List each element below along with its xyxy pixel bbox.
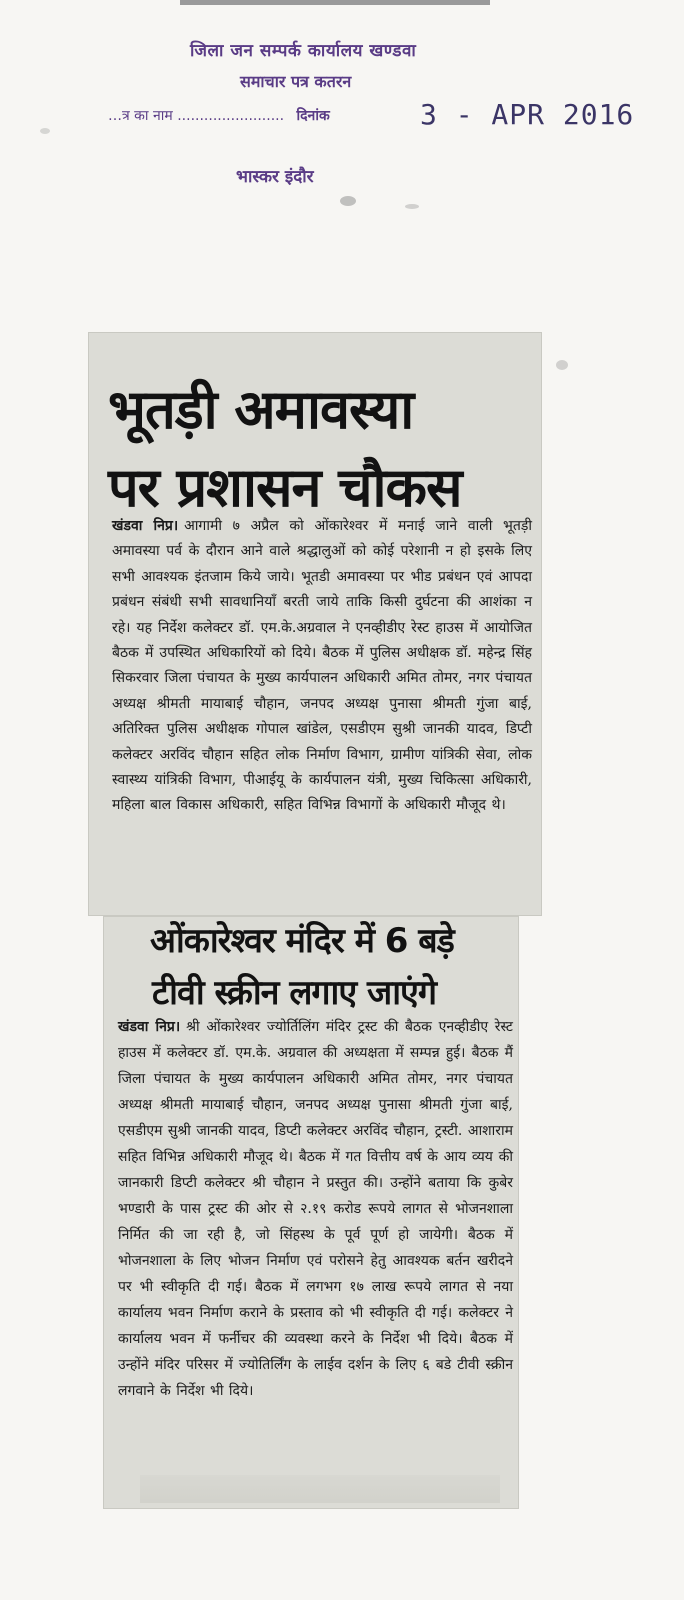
- article2-headline-line2: टीवी स्क्रीन लगाए जाएंगे: [152, 973, 436, 1013]
- stamp-office: जिला जन सम्पर्क कार्यालय खण्डवा: [190, 41, 417, 61]
- stamp-paper-name-label: …त्र का नाम: [108, 108, 173, 124]
- article2-body-text: श्री ओंकारेश्वर ज्योर्तिलिंग मंदिर ट्रस्ट की बैठक एनव्हीडीए रेस्ट हाउस में कलेक्टर डॉ. एम.के. अग्रवाल की अध्यक्षता में सम्पन्न हुई। बैठक मैं जिला पंचायत के मुख्य कार्यपालन अधिकारी अमित तोमर, नगर पंचायत अध्यक्ष श्रीमती मायाबाई चौहान, जनपद अध्यक्ष पुनासा श्रीमती गुंजा बाई, एसडीएम सुश्री जानकी यादव, डिप्टी कलेक्टर अरविंद चौहान, ट्रस्टी. आशाराम सहित विभिन्न अधिकारी मौजूद थे। बैठक में गत वित्तीय वर्ष के आय व्यय की जानकारी डिप्टी कलेक्टर श्री चौहान ने प्रस्तुत की। उन्होंने बताया कि कुबेर भण्डारी के पास ट्रस्ट की ओर से २.१९ करोड रूपये लागत से भोजनशाला निर्मित की जा रही है, जो सिंहस्थ के पूर्व पूर्ण हो जायेगी। बैठक में भोजनशाला के लिए भोजन निर्माण एवं परोसने हेतु आवश्यक बर्तन खरीदने पर भी स्वीकृति दी गई। बैठक में लगभग १७ लाख रूपये लागत से नया कार्यालय भवन निर्माण कराने के प्रस्ताव को भी स्वीकृति दी गई। कलेक्टर ने कार्यालय भवन में फर्नीचर की व्यवस्था करने के निर्देश भी दिये। बैठक में उन्होंने मंदिर परिसर में ज्योतिर्लिंग के लाईव दर्शन के लिए ६ बडे टीवी स्क्रीन लगवाने के निर्देश भी दिये।: [118, 1019, 513, 1399]
- stamp-section: समाचार पत्र कतरन: [240, 72, 352, 91]
- article1-body-text: आगामी ७ अप्रैल को ओंकारेश्वर में मनाई जाने वाली भूतड़ी अमावस्या पर्व के दौरान आने वाले श्रद्धालुओं को कोई परेशानी न हो इसके लिए सभी आवश्यक इंतजाम किये जाये। भूतडी अमावस्या पर भीड प्रबंधन एवं आपदा प्रबंधन संबंधी सभी सावधानियाँ बरती जाये ताकि किसी दुर्घटना की आशंका न रहे। यह निर्देश कलेक्टर डॉ. एम.के.अग्रवाल ने एनव्हीडीए रेस्ट हाउस में आयोजित बैठक में उपस्थित अधिकारियों को दिये। बैठक में पुलिस अधीक्षक डॉ. महेन्द्र सिंह सिकरवार जिला पंचायत के मुख्य कार्यपालन अधिकारी अमित तोमर, नगर पंचायत अध्यक्ष श्रीमती मायाबाई चौहान, जनपद अध्यक्ष पुनासा श्रीमती गुंजा बाई, अतिरिक्त पुलिस अधीक्षक गोपाल खांडेल, एसडीएम सुश्री जानकी यादव, डिप्टी कलेक्टर अरविंद चौहान सहित लोक निर्माण विभाग, ग्रामीण यांत्रिकी सेवा, लोक स्वास्थ्य यांत्रिकी विभाग, पीआईयू के कार्यपालन यंत्री, मुख्य चिकित्सा अधिकारी, महिला बाल विकास अधिकारी, सहित विभिन्न विभागों के अधिकारी मौजूद थे।: [112, 518, 532, 814]
- article1-body: [112, 514, 532, 819]
- ink-smudge: [40, 128, 50, 134]
- stamp-paper-name-blank: ........................: [177, 108, 285, 124]
- ink-smudge: [405, 204, 419, 209]
- ink-smudge: [340, 196, 356, 206]
- stamp-date-label: दिनांक: [296, 108, 330, 124]
- article2-body: [118, 1014, 513, 1404]
- bleed-through-text: [140, 1475, 500, 1503]
- article2-dateline: खंडवा निप्र।: [118, 1019, 181, 1035]
- ink-smudge: [556, 360, 568, 370]
- article1-dateline: खंडवा निप्र।: [112, 518, 179, 534]
- scan-edge: [180, 0, 490, 5]
- article2-headline-line1: ओंकारेश्वर मंदिर में 6 बड़े: [150, 921, 454, 961]
- article1-headline-line2: पर प्रशासन चौकस: [108, 456, 462, 519]
- stamp-edition: भास्कर इंदौर: [236, 167, 314, 187]
- article1-headline-line1: भूतड़ी अमावस्या: [108, 378, 414, 441]
- stamp-paper-name-row: [108, 106, 330, 125]
- stamp-date: 3 - APR 2016: [420, 98, 635, 131]
